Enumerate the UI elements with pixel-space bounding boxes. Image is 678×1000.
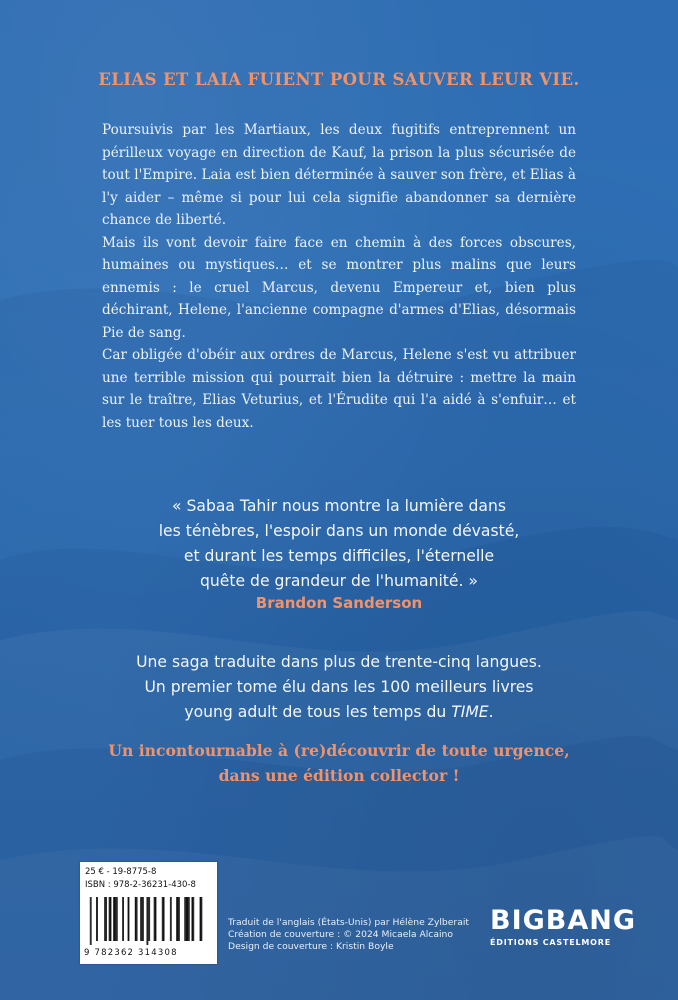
synopsis [102,119,576,434]
tagline-line: Un incontournable à (re)découvrir de toute urgence, [108,741,570,760]
credit-line: Traduit de l'anglais (États-Unis) par Hélène Zylberait [228,917,469,928]
publisher-imprint: ÉDITIONS CASTELMORE [490,938,611,947]
saga-line: Une saga traduite dans plus de trente-cinq langues. [136,653,542,671]
publisher-name: BIGBANG [490,905,637,936]
barcode-icon [86,897,211,945]
saga-line-suffix: . [488,703,494,721]
quote-line: quête de grandeur de l'humanité. » [200,572,478,590]
price-line: 25 € - 19-8775-8 [85,867,157,877]
quote-line: « Sabaa Tahir nous montre la lumière dans [172,497,506,515]
isbn-line: ISBN : 978-2-36231-430-8 [85,880,196,890]
synopsis-paragraph: Mais ils vont devoir faire face en chemin à des forces obscures, humaines ou mystiques… et se montrer plus malins que leurs ennemis : le cruel Marcus, devenu Empereur et, bien plus déchirant, Helene, l'ancienne compagne d'armes d'Elias, désormais Pie de sang. [102,234,576,341]
saga-line: Un premier tome élu dans les 100 meilleurs livres [144,678,534,696]
synopsis-paragraph: Car obligée d'obéir aux ordres de Marcus, Helene s'est vu attribuer une terrible mission qui pourrait bien la détruire : mettre la main sur le traître, Elias Veturius, et l'Érudite qui l'a aidé à s'enfuir… et les tuer tous les deux. [102,347,576,431]
review-quote [100,494,578,594]
credits [228,917,469,953]
quote-line: les ténèbres, l'espoir dans un monde dévasté, [158,522,520,540]
saga-line [100,700,578,725]
barcode-label [80,862,217,964]
quote-author: Brandon Sanderson [255,594,423,612]
time-magazine-title: TIME [451,703,489,721]
headline: ELIAS ET LAIA FUIENT POUR SAUVER LEUR VIE. [98,70,580,89]
barcode-digits: 9 782362 314308 [84,948,178,958]
credit-line: Design de couverture : Kristin Boyle [228,941,394,952]
tagline-line: dans une édition collector ! [218,766,460,785]
credit-line: Création de couverture : © 2024 Micaela Alcaino [228,929,453,940]
publisher-logo [490,905,637,947]
synopsis-paragraph: Poursuivis par les Martiaux, les deux fugitifs entreprennent un périlleux voyage en direction de Kauf, la prison la plus sécurisée de tout l'Empire. Laia est bien déterminée à sauver son frère, et Elias à l'y aider – même si pour lui cela signifie abandonner sa dernière chance de liberté. [102,122,576,228]
collector-tagline [80,738,598,788]
quote-line: et durant les temps difficiles, l'éternelle [183,547,495,565]
saga-line-prefix: young adult de tous les temps du [184,703,452,721]
saga-blurb [100,650,578,725]
